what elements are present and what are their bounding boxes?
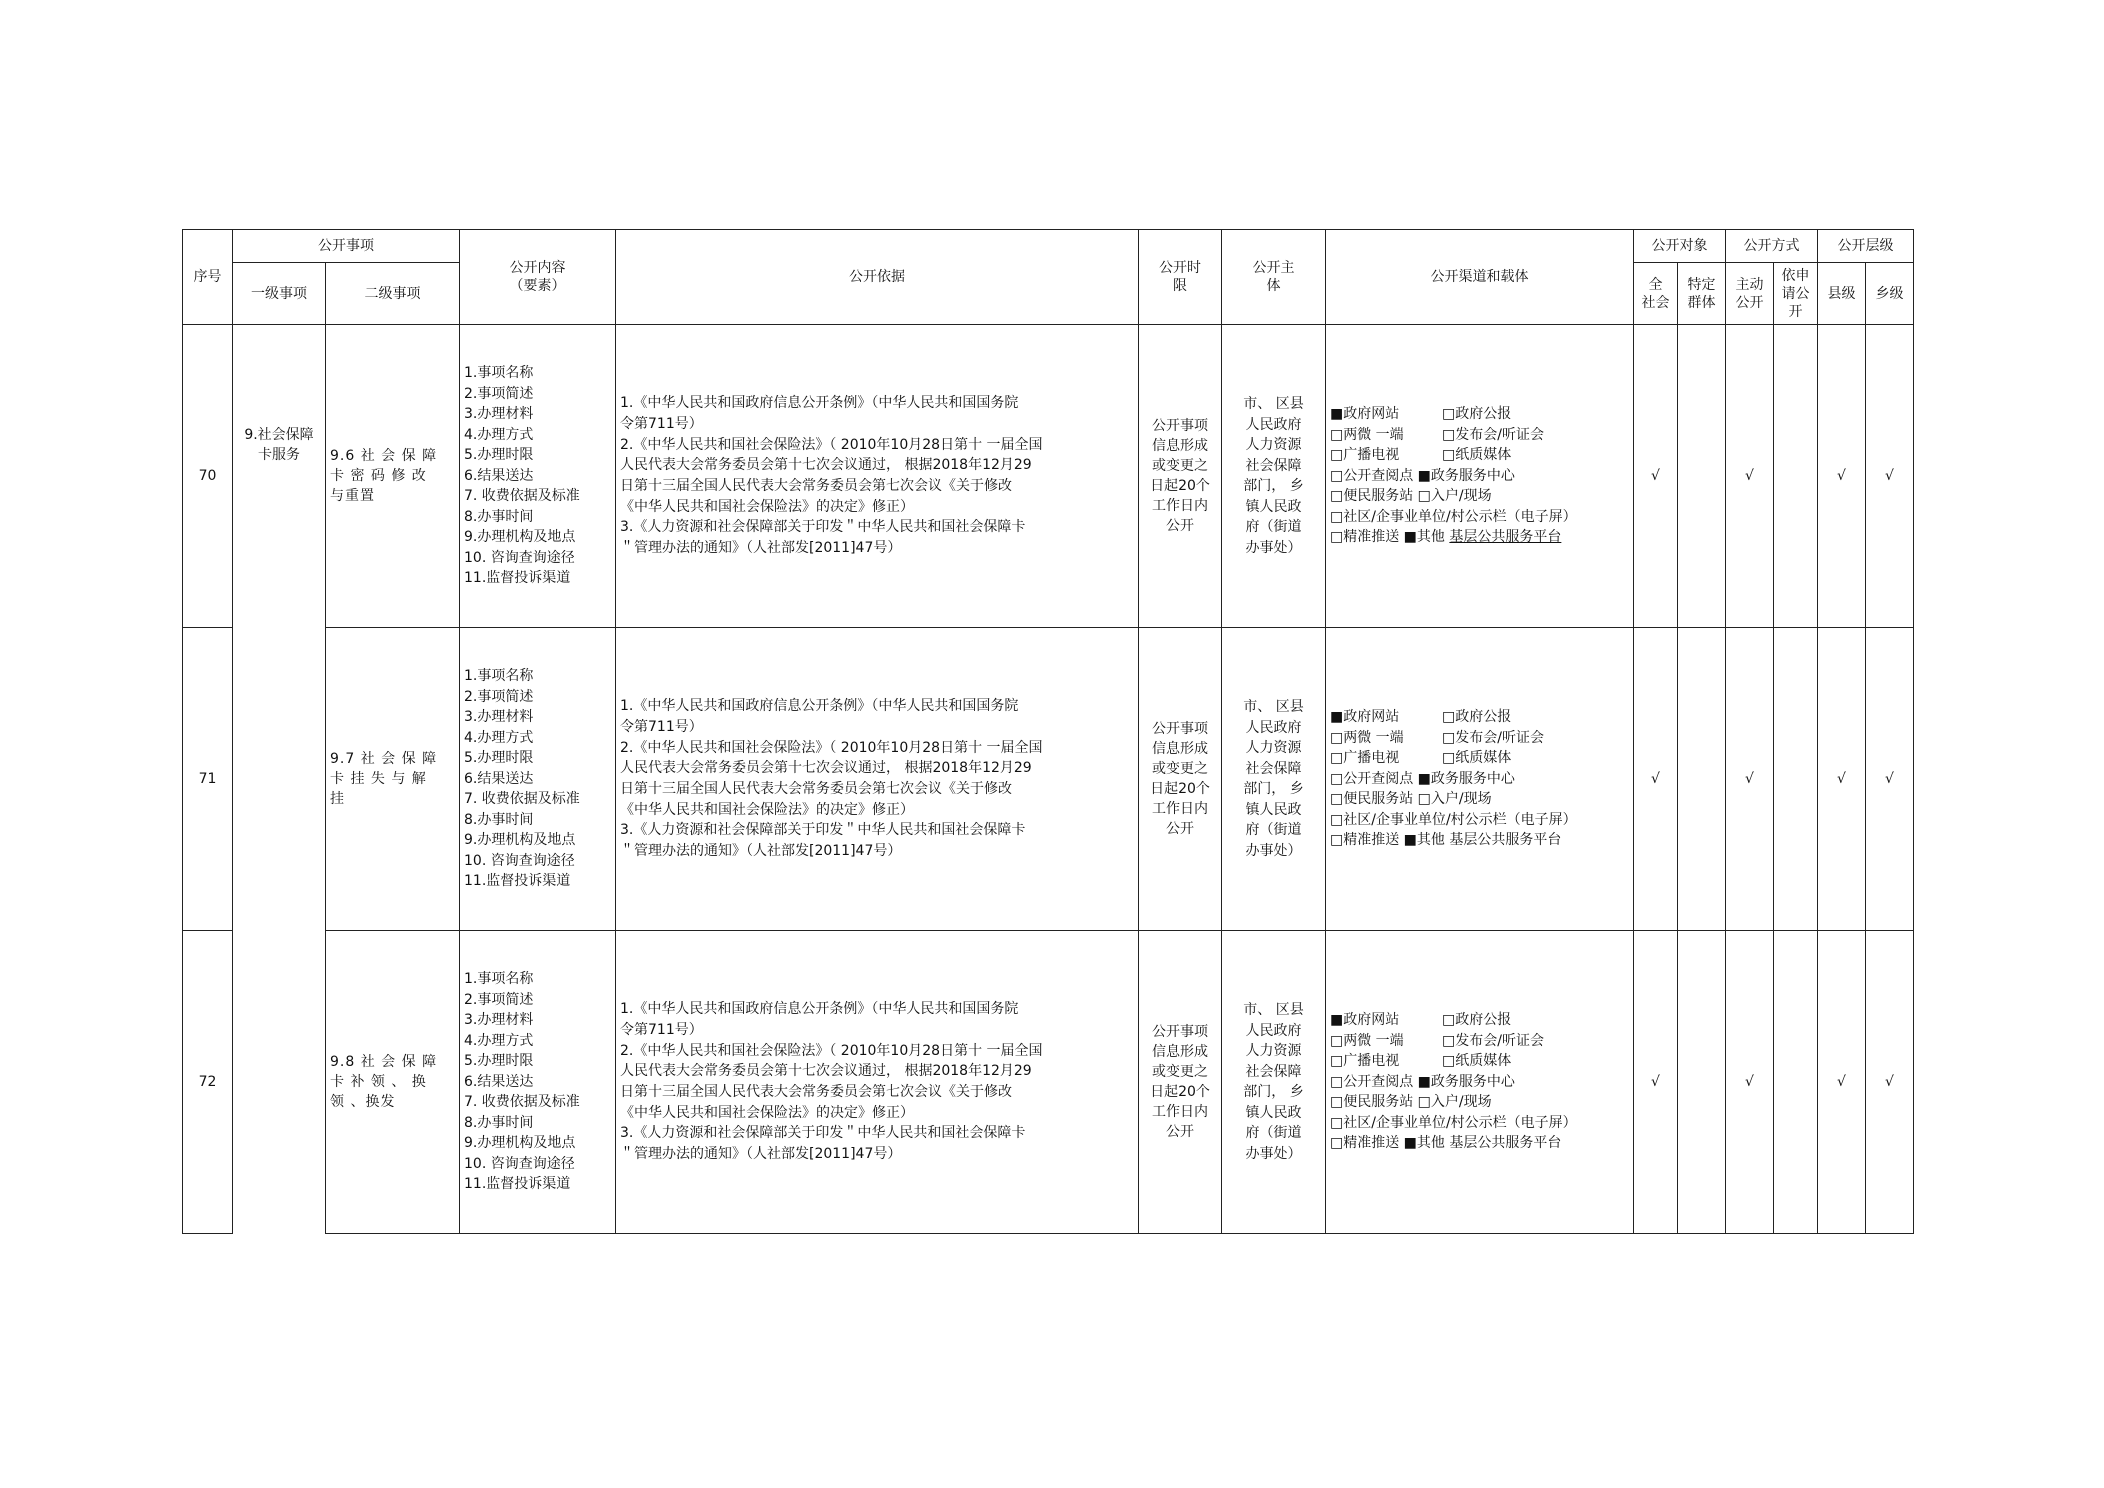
content-elements-cell bbox=[460, 931, 616, 1234]
header-timelimit-line1: 公开时 bbox=[1159, 260, 1201, 276]
target-specific-check bbox=[1678, 931, 1726, 1234]
element-item: 2.事项简述 bbox=[464, 991, 534, 1008]
timelimit-line: 工作日内 bbox=[1152, 801, 1208, 817]
header-target-specific bbox=[1678, 263, 1726, 325]
channel-option: □发布会/听证会 bbox=[1442, 729, 1544, 746]
level1-item-cell bbox=[233, 325, 326, 1234]
basis-line: 1.《中华人民共和国政府信息公开条例》（中华人民共和国国务院 bbox=[620, 395, 1019, 412]
header-target-all-line1: 全 bbox=[1648, 276, 1663, 293]
level2-item-line: 卡 密 码 修 改 bbox=[330, 468, 427, 484]
subject-cell bbox=[1222, 931, 1326, 1234]
basis-line: 3.《人力资源和社会保障部关于印发＂中华人民共和国社会保障卡 bbox=[620, 822, 1026, 839]
subject-line: 社会保障 bbox=[1245, 457, 1302, 474]
basis-line: 《中华人民共和国社会保险法》的决定》修正） bbox=[620, 801, 914, 818]
basis-line: 2.《中华人民共和国社会保险法》（ 2010年10月28日第十 一届全国 bbox=[620, 436, 1043, 453]
timelimit-line: 工作日内 bbox=[1152, 498, 1208, 514]
channel-option: □广播电视 bbox=[1330, 1053, 1400, 1070]
level2-item-line: 卡 挂 失 与 解 bbox=[330, 771, 427, 787]
channel-option: □纸质媒体 bbox=[1442, 1053, 1512, 1070]
target-specific-check bbox=[1678, 628, 1726, 931]
disclosure-table bbox=[182, 229, 1914, 1234]
channel-cell bbox=[1326, 931, 1634, 1234]
channel-line bbox=[1330, 1113, 1629, 1134]
level-town-check: √ bbox=[1866, 931, 1914, 1234]
level-town-check: √ bbox=[1866, 628, 1914, 931]
subject-line: 办事处） bbox=[1245, 539, 1302, 556]
level2-item-line: 9.7 社 会 保 障 bbox=[330, 751, 438, 767]
subject-line: 人力资源 bbox=[1245, 1043, 1302, 1059]
timelimit-line: 日起20个 bbox=[1150, 781, 1210, 797]
content-elements-cell bbox=[460, 628, 616, 931]
channel-line bbox=[1330, 1051, 1629, 1072]
table-row bbox=[183, 931, 1914, 1234]
timelimit-line: 或变更之 bbox=[1152, 761, 1208, 777]
channel-option: □两微 一端 bbox=[1330, 1032, 1404, 1049]
channel-option: □公开查阅点 ■政务服务中心 bbox=[1330, 770, 1515, 787]
subject-line: 府（街道 bbox=[1245, 519, 1302, 535]
subject-line: 府（街道 bbox=[1245, 822, 1302, 838]
subject-line: 社会保障 bbox=[1245, 1063, 1302, 1080]
header-basis: 公开依据 bbox=[616, 230, 1139, 325]
timelimit-line: 公开事项 bbox=[1152, 418, 1208, 434]
channel-option: □社区/企事业单位/村公示栏（电子屏） bbox=[1330, 508, 1577, 525]
channel-line bbox=[1330, 425, 1629, 446]
basis-cell bbox=[616, 931, 1139, 1234]
element-item: 7. 收费依据及标准 bbox=[464, 488, 580, 505]
level2-item-line: 挂 bbox=[330, 791, 345, 807]
element-item: 4.办理方式 bbox=[464, 729, 534, 746]
channel-cell bbox=[1326, 325, 1634, 628]
basis-line: 人民代表大会常务委员会第十七次会议通过， 根据2018年12月29 bbox=[620, 760, 1032, 777]
element-item: 9.办理机构及地点 bbox=[464, 529, 576, 546]
channel-option: □纸质媒体 bbox=[1442, 750, 1512, 767]
subject-line: 人民政府 bbox=[1245, 1022, 1302, 1039]
channel-option: □公开查阅点 ■政务服务中心 bbox=[1330, 1073, 1515, 1090]
mode-apply-check bbox=[1774, 628, 1818, 931]
basis-line: 人民代表大会常务委员会第十七次会议通过， 根据2018年12月29 bbox=[620, 1063, 1032, 1080]
element-item: 3.办理材料 bbox=[464, 1012, 534, 1029]
subject-line: 部门， 乡 bbox=[1243, 781, 1304, 797]
header-item: 公开事项 bbox=[233, 230, 460, 263]
channel-line bbox=[1330, 769, 1629, 790]
level-county-check: √ bbox=[1818, 628, 1866, 931]
channel-option: □精准推送 ■其他 bbox=[1330, 529, 1445, 546]
basis-line: 日第十三届全国人民代表大会常务委员会第七次会议《关于修改 bbox=[620, 781, 1012, 797]
subject-line: 办事处） bbox=[1245, 1145, 1302, 1162]
element-item: 1.事项名称 bbox=[464, 365, 534, 382]
level2-item-line: 卡 补 领 、 换 bbox=[330, 1074, 427, 1090]
header-level-town: 乡级 bbox=[1866, 263, 1914, 325]
subject-line: 人力资源 bbox=[1245, 437, 1302, 453]
level2-item-cell bbox=[326, 325, 460, 628]
timelimit-line: 日起20个 bbox=[1150, 478, 1210, 494]
element-item: 10. 咨询查询途径 bbox=[464, 549, 575, 566]
timelimit-cell bbox=[1139, 931, 1222, 1234]
element-item: 9.办理机构及地点 bbox=[464, 832, 576, 849]
timelimit-line: 公开 bbox=[1166, 518, 1194, 534]
element-item: 2.事项简述 bbox=[464, 385, 534, 402]
subject-line: 府（街道 bbox=[1245, 1125, 1302, 1141]
header-target: 公开对象 bbox=[1634, 230, 1726, 263]
channel-option: □社区/企事业单位/村公示栏（电子屏） bbox=[1330, 811, 1577, 828]
header-level2: 二级事项 bbox=[326, 263, 460, 325]
subject-line: 部门， 乡 bbox=[1243, 1084, 1304, 1100]
channel-line bbox=[1330, 466, 1629, 487]
subject-line: 部门， 乡 bbox=[1243, 478, 1304, 494]
basis-line: 《中华人民共和国社会保险法》的决定》修正） bbox=[620, 1104, 914, 1121]
target-specific-check bbox=[1678, 325, 1726, 628]
channel-line bbox=[1330, 1031, 1629, 1052]
content-elements-cell bbox=[460, 325, 616, 628]
subject-line: 市、 区县 bbox=[1243, 699, 1304, 715]
header-target-all-line2: 社会 bbox=[1641, 294, 1670, 311]
header-timelimit-line2: 限 bbox=[1173, 278, 1187, 294]
basis-line: ＂管理办法的通知》（人社部发[2011]47号） bbox=[620, 843, 902, 860]
header-mode: 公开方式 bbox=[1726, 230, 1818, 263]
subject-line: 社会保障 bbox=[1245, 760, 1302, 777]
element-item: 7. 收费依据及标准 bbox=[464, 791, 580, 808]
timelimit-line: 公开 bbox=[1166, 1124, 1194, 1140]
level2-item-line: 与重置 bbox=[330, 488, 375, 504]
element-item: 6.结果送达 bbox=[464, 1073, 534, 1090]
channel-option: □公开查阅点 ■政务服务中心 bbox=[1330, 467, 1515, 484]
element-item: 8.办事时间 bbox=[464, 811, 534, 828]
channel-option: □便民服务站 □入户/现场 bbox=[1330, 488, 1492, 505]
element-item: 10. 咨询查询途径 bbox=[464, 852, 575, 869]
channel-option: □政府公报 bbox=[1442, 406, 1512, 423]
header-level: 公开层级 bbox=[1818, 230, 1914, 263]
basis-line: 《中华人民共和国社会保险法》的决定》修正） bbox=[620, 498, 914, 515]
basis-line: ＂管理办法的通知》（人社部发[2011]47号） bbox=[620, 1146, 902, 1163]
channel-option: □两微 一端 bbox=[1330, 729, 1404, 746]
element-item: 5.办理时限 bbox=[464, 750, 534, 767]
element-item: 11.监督投诉渠道 bbox=[464, 1176, 571, 1193]
basis-cell bbox=[616, 628, 1139, 931]
channel-option: ■政府网站 bbox=[1330, 709, 1400, 726]
header-subject-line1: 公开主 bbox=[1252, 260, 1295, 276]
channel-option: □社区/企事业单位/村公示栏（电子屏） bbox=[1330, 1114, 1577, 1131]
basis-line: 令第711号） bbox=[620, 415, 703, 432]
subject-line: 人民政府 bbox=[1245, 416, 1302, 433]
level-town-check: √ bbox=[1866, 325, 1914, 628]
channel-line bbox=[1330, 1072, 1629, 1093]
header-timelimit bbox=[1139, 230, 1222, 325]
subject-cell bbox=[1222, 325, 1326, 628]
level1-item-line1: 9.社会保障 bbox=[244, 427, 314, 443]
timelimit-line: 公开 bbox=[1166, 821, 1194, 837]
channel-option: ■政府网站 bbox=[1330, 1012, 1400, 1029]
timelimit-line: 日起20个 bbox=[1150, 1084, 1210, 1100]
subject-line: 市、 区县 bbox=[1243, 396, 1304, 412]
table-row bbox=[183, 325, 1914, 628]
subject-line: 镇人民政 bbox=[1245, 1104, 1302, 1121]
header-mode-active-line2: 公开 bbox=[1735, 294, 1764, 311]
channel-option: □便民服务站 □入户/现场 bbox=[1330, 791, 1492, 808]
level2-item-line: 领 、换发 bbox=[330, 1094, 396, 1110]
element-item: 3.办理材料 bbox=[464, 709, 534, 726]
header-subject-line2: 体 bbox=[1266, 278, 1281, 294]
mode-apply-check bbox=[1774, 931, 1818, 1234]
channel-line bbox=[1330, 507, 1629, 528]
timelimit-cell bbox=[1139, 628, 1222, 931]
channel-line bbox=[1330, 445, 1629, 466]
basis-line: 令第711号） bbox=[620, 1021, 703, 1038]
basis-line: 日第十三届全国人民代表大会常务委员会第七次会议《关于修改 bbox=[620, 478, 1012, 494]
header-seq: 序号 bbox=[183, 230, 233, 325]
channel-option: □精准推送 ■其他 基层公共服务平台 bbox=[1330, 832, 1562, 849]
header-target-all bbox=[1634, 263, 1678, 325]
basis-line: 1.《中华人民共和国政府信息公开条例》（中华人民共和国国务院 bbox=[620, 698, 1019, 715]
header-channel: 公开渠道和载体 bbox=[1326, 230, 1634, 325]
channel-option: □发布会/听证会 bbox=[1442, 426, 1544, 443]
subject-line: 镇人民政 bbox=[1245, 498, 1302, 515]
header-mode-apply-line1: 依申 bbox=[1781, 267, 1810, 284]
channel-option: ■政府网站 bbox=[1330, 406, 1400, 423]
mode-active-check: √ bbox=[1726, 931, 1774, 1234]
header-target-spec-line2: 群体 bbox=[1687, 294, 1716, 311]
timelimit-line: 或变更之 bbox=[1152, 1064, 1208, 1080]
subject-line: 市、 区县 bbox=[1243, 1002, 1304, 1018]
element-item: 1.事项名称 bbox=[464, 971, 534, 988]
channel-line bbox=[1330, 404, 1629, 425]
channel-line bbox=[1330, 486, 1629, 507]
element-item: 11.监督投诉渠道 bbox=[464, 570, 571, 587]
target-all-check: √ bbox=[1634, 931, 1678, 1234]
basis-cell bbox=[616, 325, 1139, 628]
element-item: 6.结果送达 bbox=[464, 467, 534, 484]
timelimit-line: 信息形成 bbox=[1152, 741, 1208, 757]
level2-item-cell bbox=[326, 628, 460, 931]
header-mode-apply-line3: 开 bbox=[1788, 303, 1803, 320]
subject-cell bbox=[1222, 628, 1326, 931]
header-mode-apply bbox=[1774, 263, 1818, 325]
basis-line: 2.《中华人民共和国社会保险法》（ 2010年10月28日第十 一届全国 bbox=[620, 1042, 1043, 1059]
channel-line bbox=[1330, 789, 1629, 810]
subject-line: 办事处） bbox=[1245, 842, 1302, 859]
level2-item-line: 9.6 社 会 保 障 bbox=[330, 448, 438, 464]
channel-other-value: 基层公共服务平台 bbox=[1449, 529, 1562, 546]
channel-option: □发布会/听证会 bbox=[1442, 1032, 1544, 1049]
timelimit-line: 公开事项 bbox=[1152, 1024, 1208, 1040]
level-county-check: √ bbox=[1818, 325, 1866, 628]
element-item: 7. 收费依据及标准 bbox=[464, 1094, 580, 1111]
basis-line: 日第十三届全国人民代表大会常务委员会第七次会议《关于修改 bbox=[620, 1084, 1012, 1100]
header-content-line2: （要素） bbox=[509, 278, 566, 294]
element-item: 1.事项名称 bbox=[464, 668, 534, 685]
level-county-check: √ bbox=[1818, 931, 1866, 1234]
target-all-check: √ bbox=[1634, 325, 1678, 628]
channel-option: □广播电视 bbox=[1330, 447, 1400, 464]
subject-line: 人民政府 bbox=[1245, 719, 1302, 736]
channel-line bbox=[1330, 707, 1629, 728]
channel-option: □纸质媒体 bbox=[1442, 447, 1512, 464]
channel-cell bbox=[1326, 628, 1634, 931]
basis-line: 3.《人力资源和社会保障部关于印发＂中华人民共和国社会保障卡 bbox=[620, 1125, 1026, 1142]
mode-apply-check bbox=[1774, 325, 1818, 628]
channel-line bbox=[1330, 1010, 1629, 1031]
basis-line: 令第711号） bbox=[620, 718, 703, 735]
mode-active-check: √ bbox=[1726, 325, 1774, 628]
header-target-spec-line1: 特定 bbox=[1687, 276, 1716, 293]
channel-option: □政府公报 bbox=[1442, 1012, 1512, 1029]
element-item: 3.办理材料 bbox=[464, 406, 534, 423]
element-item: 5.办理时限 bbox=[464, 447, 534, 464]
channel-option: □政府公报 bbox=[1442, 709, 1512, 726]
channel-option: □广播电视 bbox=[1330, 750, 1400, 767]
channel-line bbox=[1330, 830, 1629, 851]
basis-line: ＂管理办法的通知》（人社部发[2011]47号） bbox=[620, 540, 902, 557]
timelimit-line: 公开事项 bbox=[1152, 721, 1208, 737]
level2-item-line: 9.8 社 会 保 障 bbox=[330, 1054, 438, 1070]
element-item: 11.监督投诉渠道 bbox=[464, 873, 571, 890]
timelimit-line: 工作日内 bbox=[1152, 1104, 1208, 1120]
channel-option: □两微 一端 bbox=[1330, 426, 1404, 443]
element-item: 8.办事时间 bbox=[464, 1114, 534, 1131]
header-subject bbox=[1222, 230, 1326, 325]
timelimit-line: 信息形成 bbox=[1152, 1044, 1208, 1060]
channel-line bbox=[1330, 728, 1629, 749]
channel-option: □便民服务站 □入户/现场 bbox=[1330, 1094, 1492, 1111]
header-mode-apply-line2: 请公 bbox=[1781, 285, 1810, 302]
subject-line: 人力资源 bbox=[1245, 740, 1302, 756]
element-item: 8.办事时间 bbox=[464, 508, 534, 525]
basis-line: 1.《中华人民共和国政府信息公开条例》（中华人民共和国国务院 bbox=[620, 1001, 1019, 1018]
element-item: 10. 咨询查询途径 bbox=[464, 1155, 575, 1172]
basis-line: 3.《人力资源和社会保障部关于印发＂中华人民共和国社会保障卡 bbox=[620, 519, 1026, 536]
timelimit-line: 或变更之 bbox=[1152, 458, 1208, 474]
channel-line bbox=[1330, 1133, 1629, 1154]
subject-line: 镇人民政 bbox=[1245, 801, 1302, 818]
row-seq: 72 bbox=[183, 931, 233, 1234]
channel-option: □精准推送 ■其他 基层公共服务平台 bbox=[1330, 1135, 1562, 1152]
channel-line bbox=[1330, 527, 1629, 548]
header-content bbox=[460, 230, 616, 325]
basis-line: 人民代表大会常务委员会第十七次会议通过， 根据2018年12月29 bbox=[620, 457, 1032, 474]
element-item: 4.办理方式 bbox=[464, 426, 534, 443]
table-row bbox=[183, 628, 1914, 931]
element-item: 9.办理机构及地点 bbox=[464, 1135, 576, 1152]
level1-item-line2: 卡服务 bbox=[258, 447, 300, 463]
row-seq: 70 bbox=[183, 325, 233, 628]
header-mode-active bbox=[1726, 263, 1774, 325]
element-item: 2.事项简述 bbox=[464, 688, 534, 705]
header-level1: 一级事项 bbox=[233, 263, 326, 325]
row-seq: 71 bbox=[183, 628, 233, 931]
element-item: 4.办理方式 bbox=[464, 1032, 534, 1049]
header-level-county: 县级 bbox=[1818, 263, 1866, 325]
level2-item-cell bbox=[326, 931, 460, 1234]
header-mode-active-line1: 主动 bbox=[1735, 276, 1764, 293]
mode-active-check: √ bbox=[1726, 628, 1774, 931]
target-all-check: √ bbox=[1634, 628, 1678, 931]
channel-line bbox=[1330, 748, 1629, 769]
timelimit-line: 信息形成 bbox=[1152, 438, 1208, 454]
element-item: 5.办理时限 bbox=[464, 1053, 534, 1070]
element-item: 6.结果送达 bbox=[464, 770, 534, 787]
channel-line bbox=[1330, 810, 1629, 831]
header-content-line1: 公开内容 bbox=[509, 260, 566, 276]
timelimit-cell bbox=[1139, 325, 1222, 628]
channel-line bbox=[1330, 1092, 1629, 1113]
basis-line: 2.《中华人民共和国社会保险法》（ 2010年10月28日第十 一届全国 bbox=[620, 739, 1043, 756]
